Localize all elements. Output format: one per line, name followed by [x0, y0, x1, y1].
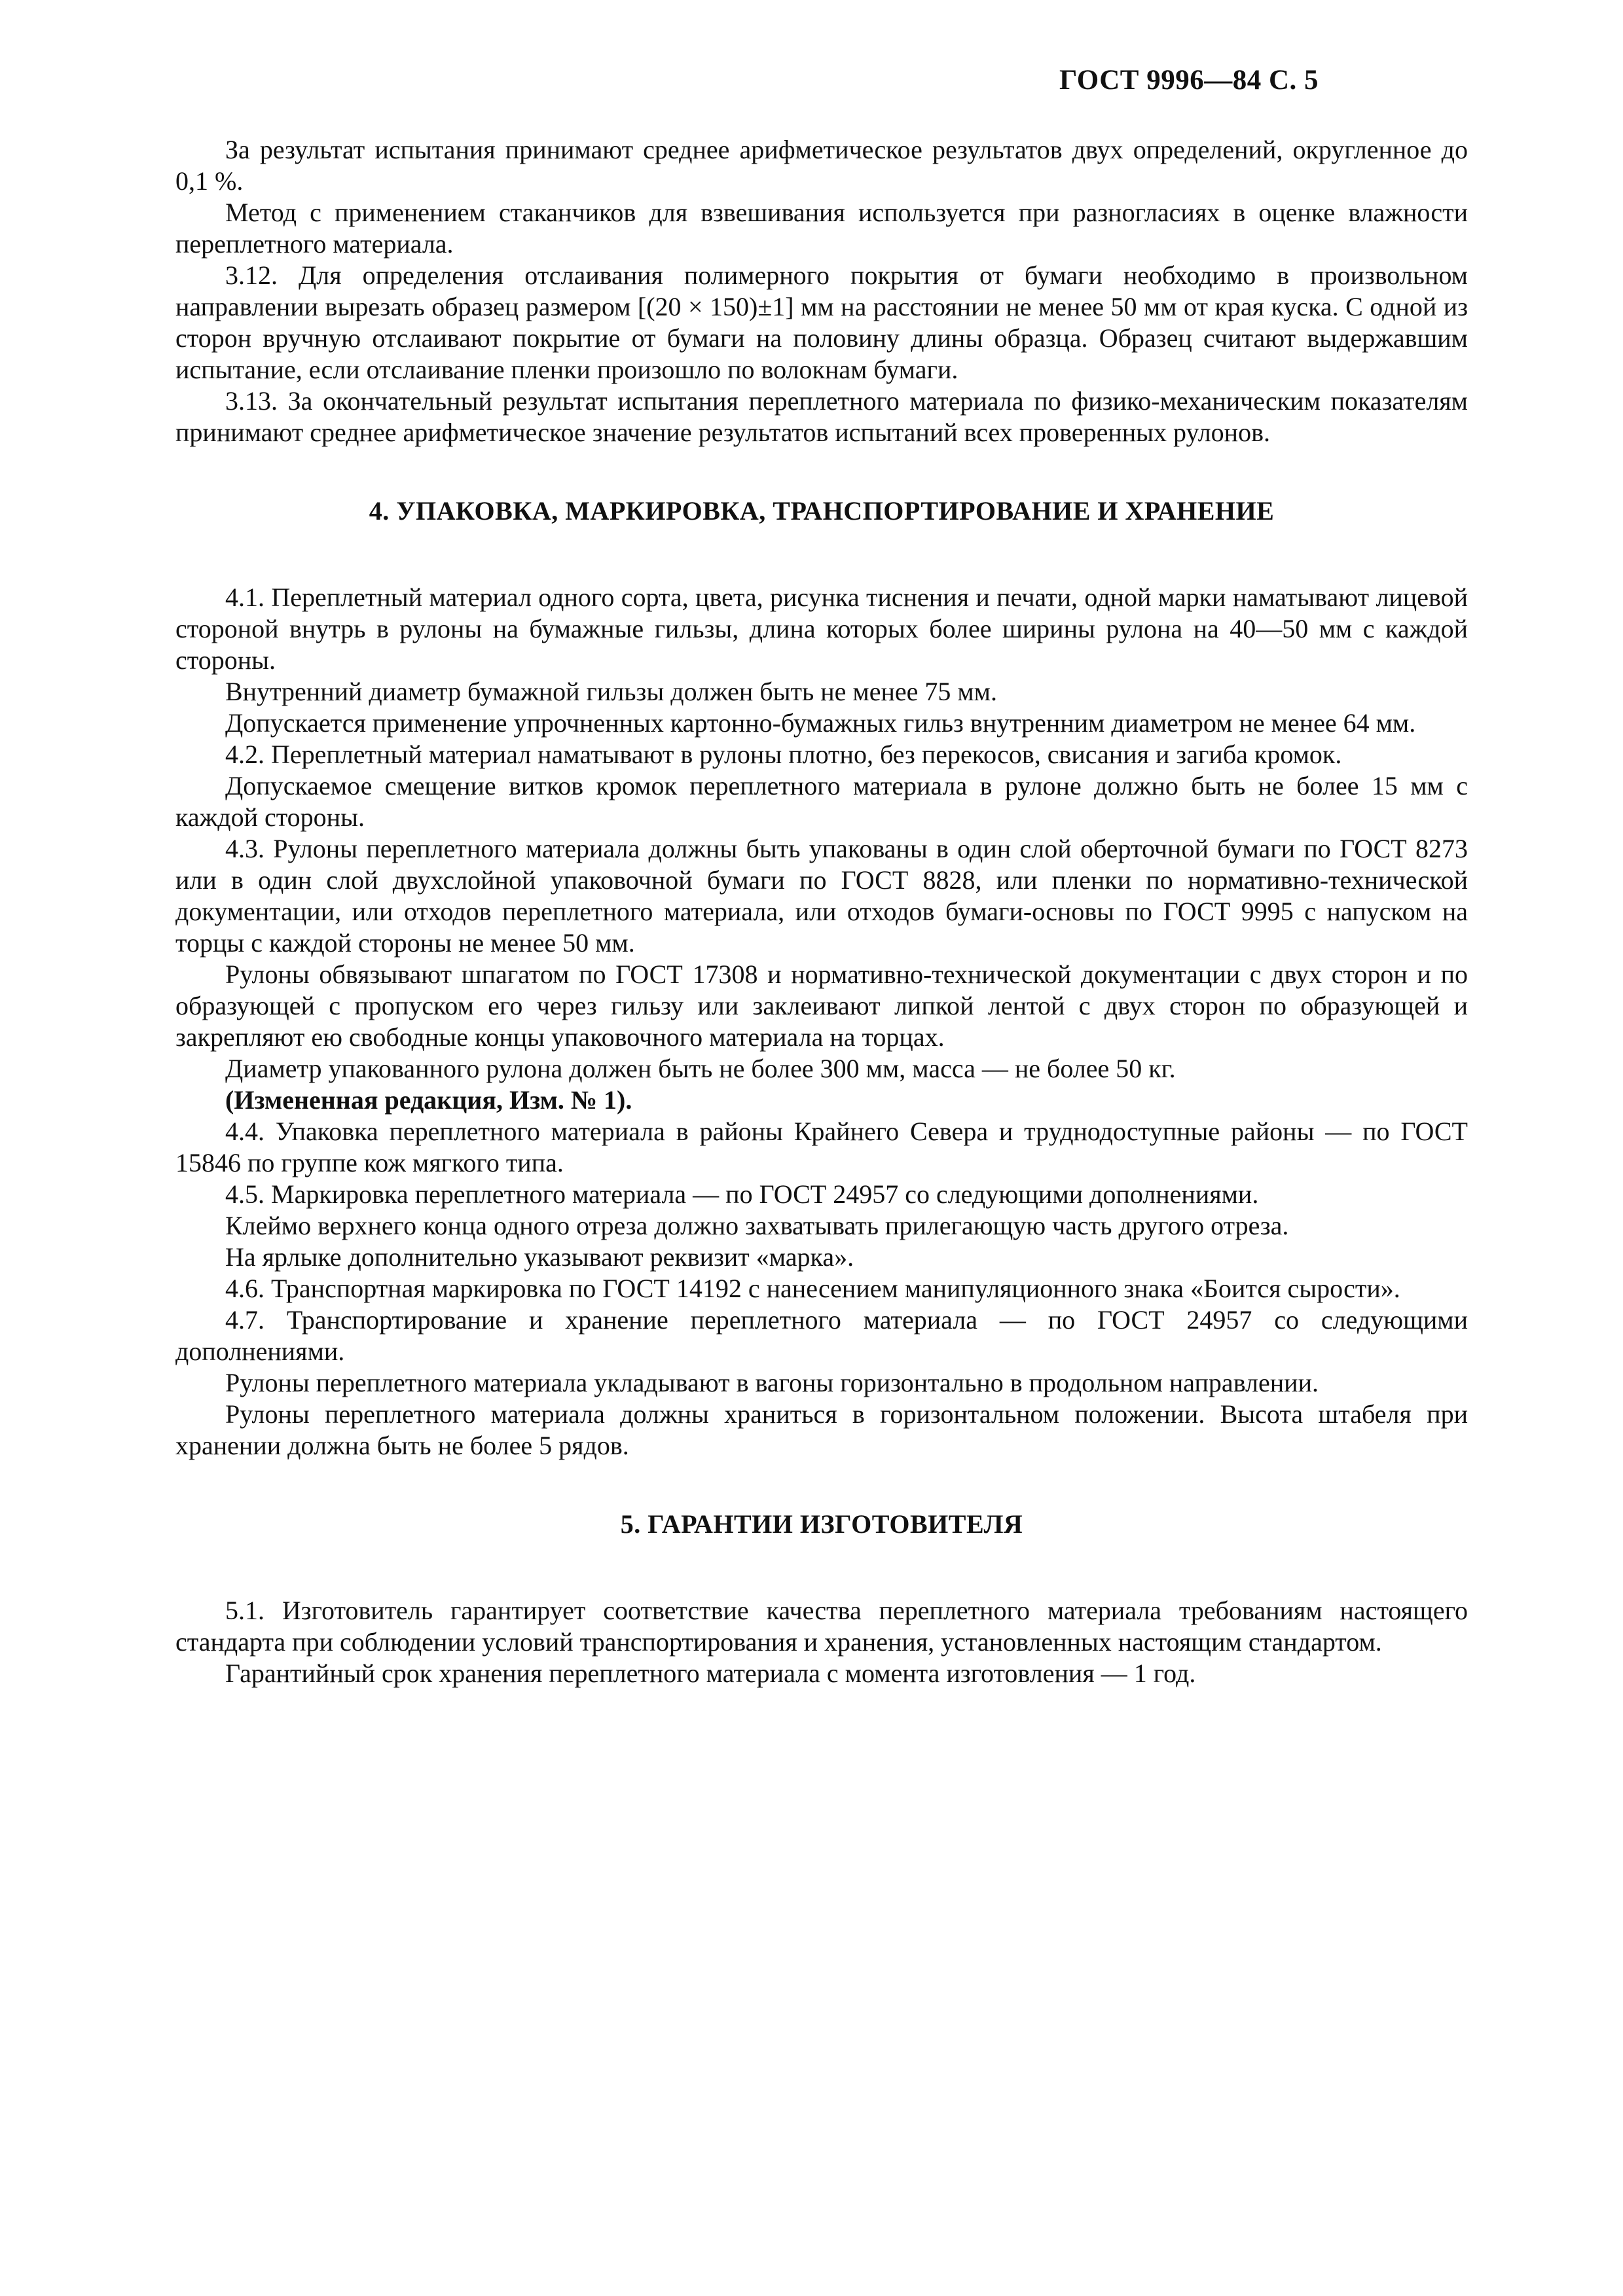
paragraph: За результат испытания принимают среднее арифметическое результатов двух определений, округленное до 0,1 %.	[175, 135, 1468, 196]
section-4-heading: 4. УПАКОВКА, МАРКИРОВКА, ТРАНСПОРТИРОВАНИЕ И ХРАНЕНИЕ	[369, 496, 1275, 526]
paragraph: Рулоны переплетного материала укладывают в вагоны горизонтально в продольном направлении.	[225, 1368, 1319, 1397]
amendment-note: (Измененная редакция, Изм. № 1).	[225, 1085, 632, 1115]
paragraph: Клеймо верхнего конца одного отреза должно захватывать прилегающую часть другого отреза.	[225, 1211, 1289, 1240]
paragraph-4-5: 4.5. Маркировка переплетного материала — по ГОСТ 24957 со следующими дополнениями.	[225, 1179, 1259, 1209]
paragraph-5-1: 5.1. Изготовитель гарантирует соответствие качества переплетного материала требованиям настоящего стандарта при соблюдении условий транспортирования и хранения, установленных настоящим стандартом.	[175, 1596, 1468, 1657]
paragraph-3-12: 3.12. Для определения отслаивания полимерного покрытия от бумаги необходимо в произвольном направлении вырезать образец размером [(20 × 150)±1] мм на расстоянии не менее 50 мм от края куска. С одной из сторон вручную отслаивают покрытие от бумаги на половину длины образца. Образец считают выдержавшим испытание, если отслаивание пленки произошло по волокнам бумаги.	[175, 260, 1468, 384]
paragraph: Гарантийный срок хранения переплетного материала с момента изготовления — 1 год.	[225, 1659, 1196, 1688]
document-body	[175, 134, 1468, 1689]
paragraph: Внутренний диаметр бумажной гильзы должен быть не менее 75 мм.	[225, 677, 997, 706]
paragraph: Допускаемое смещение витков кромок переплетного материала в рулоне должно быть не более 15 мм с каждой стороны.	[175, 771, 1468, 832]
paragraph: Рулоны обвязывают шпагатом по ГОСТ 17308 и нормативно-технической документации с двух сторон и по образующей с пропуском его через гильзу или заклеивают липкой лентой с двух сторон по образующей и закрепляют ею свободные концы упаковочного материала на торцах.	[175, 960, 1468, 1052]
paragraph: Допускается применение упрочненных картонно-бумажных гильз внутренним диаметром не менее 64 мм.	[225, 708, 1416, 738]
paragraph-4-6: 4.6. Транспортная маркировка по ГОСТ 14192 с нанесением манипуляционного знака «Боится сырости».	[225, 1274, 1400, 1303]
paragraph-4-2: 4.2. Переплетный материал наматывают в рулоны плотно, без перекосов, свисания и загиба кромок.	[225, 740, 1342, 769]
paragraph-4-3: 4.3. Рулоны переплетного материала должны быть упакованы в один слой оберточной бумаги по ГОСТ 8273 или в один слой двухслойной упаковочной бумаги по ГОСТ 8828, или пленки по нормативно-технической документации, или отходов переплетного материала, или отходов бумаги-основы по ГОСТ 9995 с напуском на торцы с каждой стороны не менее 50 мм.	[175, 834, 1468, 958]
paragraph: Метод с применением стаканчиков для взвешивания используется при разногласиях в оценке влажности переплетного материала.	[175, 198, 1468, 259]
paragraph-4-1: 4.1. Переплетный материал одного сорта, цвета, рисунка тиснения и печати, одной марки наматывают лицевой стороной внутрь в рулоны на бумажные гильзы, длина которых более ширины рулона на 40—50 мм с каждой стороны.	[175, 583, 1468, 675]
paragraph: Рулоны переплетного материала должны храниться в горизонтальном положении. Высота штабеля при хранении должна быть не более 5 рядов.	[175, 1399, 1468, 1460]
paragraph-4-4: 4.4. Упаковка переплетного материала в районы Крайнего Севера и труднодоступные районы — по ГОСТ 15846 по группе кож мягкого типа.	[175, 1117, 1468, 1177]
page-header: ГОСТ 9996—84 С. 5	[1059, 65, 1319, 96]
section-5-heading: 5. ГАРАНТИИ ИЗГОТОВИТЕЛЯ	[620, 1509, 1023, 1539]
paragraph: На ярлыке дополнительно указывают реквизит «марка».	[225, 1242, 854, 1272]
paragraph-3-13: 3.13. За окончательный результат испытания переплетного материала по физико-механическим показателям принимают среднее арифметическое значение результатов испытаний всех проверенных рулонов.	[175, 386, 1468, 447]
paragraph-4-7: 4.7. Транспортирование и хранение переплетного материала — по ГОСТ 24957 со следующими дополнениями.	[175, 1305, 1468, 1366]
paragraph: Диаметр упакованного рулона должен быть не более 300 мм, масса — не более 50 кг.	[225, 1054, 1176, 1083]
